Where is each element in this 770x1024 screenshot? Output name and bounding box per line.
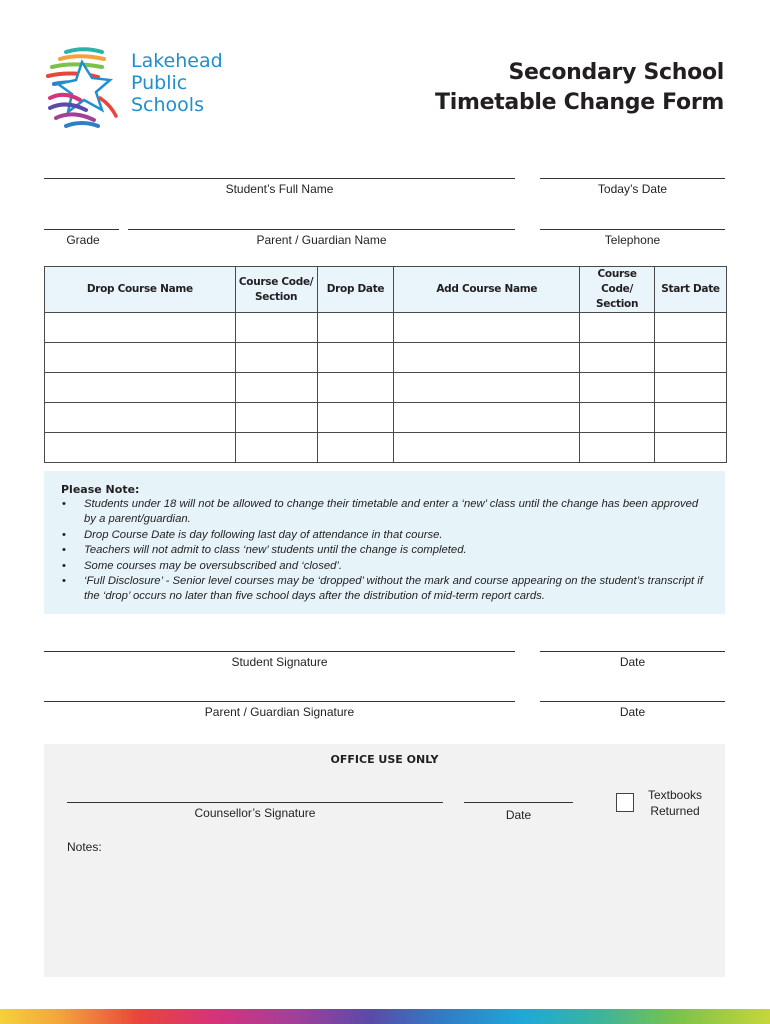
logo-line-3: Schools	[131, 94, 204, 116]
telephone-field[interactable]	[540, 229, 725, 230]
student-date-field[interactable]	[540, 651, 725, 652]
telephone-label: Telephone	[604, 233, 661, 247]
office-date-field[interactable]	[464, 802, 573, 803]
grade-field[interactable]	[44, 229, 119, 230]
parent-name-label: Parent / Guardian Name	[256, 233, 387, 247]
header-course-code-2: Course Code/ Section	[580, 267, 655, 313]
table-row	[45, 373, 727, 403]
logo-wordmark	[131, 50, 223, 116]
todays-date-label: Today’s Date	[597, 182, 668, 196]
header-add-course: Add Course Name	[394, 267, 580, 313]
drop-course-cell[interactable]	[45, 433, 236, 463]
start-date-cell[interactable]	[655, 343, 727, 373]
logo-line-2: Public	[131, 72, 188, 94]
add-course-cell[interactable]	[394, 373, 580, 403]
drop-date-cell[interactable]	[317, 343, 394, 373]
parent-signature-label: Parent / Guardian Signature	[204, 705, 355, 719]
drop-date-cell[interactable]	[317, 373, 394, 403]
star-swoosh-icon	[44, 46, 129, 132]
logo-line-1: Lakehead	[131, 50, 223, 72]
course-code-cell[interactable]	[235, 313, 317, 343]
course-change-table	[44, 266, 727, 463]
course-code-cell[interactable]	[580, 373, 655, 403]
course-code-cell[interactable]	[580, 403, 655, 433]
add-course-cell[interactable]	[394, 433, 580, 463]
school-logo	[44, 46, 223, 132]
grade-label: Grade	[66, 233, 100, 247]
note-title: Please Note:	[61, 483, 140, 496]
note-item: • Teachers will not admit to class ‘new’ students until the change is completed.	[61, 543, 709, 558]
parent-signature-field[interactable]	[44, 701, 515, 702]
header-course-code-1: Course Code/ Section	[235, 267, 317, 313]
note-list	[61, 497, 709, 605]
counsellor-signature-label: Counsellor’s Signature	[194, 806, 316, 820]
note-item: • ‘Full Disclosure’ - Senior level courses may be ‘dropped’ without the mark and course appearing on the student’s transcript if the ‘drop’ occurs no later than five school days after the distribution of mid-term report cards.	[61, 574, 709, 605]
drop-date-cell[interactable]	[317, 313, 394, 343]
header-start-date: Start Date	[655, 267, 727, 313]
course-code-cell[interactable]	[580, 313, 655, 343]
drop-course-cell[interactable]	[45, 373, 236, 403]
note-item: • Students under 18 will not be allowed to change their timetable and enter a ‘new’ class until the change has been approved by a parent/guardian.	[61, 497, 709, 528]
student-signature-label: Student Signature	[231, 655, 328, 669]
drop-date-cell[interactable]	[317, 433, 394, 463]
add-course-cell[interactable]	[394, 403, 580, 433]
form-title	[435, 58, 724, 118]
textbooks-label-line-2: Returned	[650, 804, 700, 818]
form-title-line-1: Secondary School	[508, 60, 724, 85]
form-title-line-2: Timetable Change Form	[435, 90, 724, 115]
course-code-cell[interactable]	[235, 373, 317, 403]
rainbow-footer-bar	[0, 1009, 770, 1024]
notes-label: Notes:	[67, 840, 102, 854]
counsellor-signature-field[interactable]	[67, 802, 443, 803]
header-drop-date: Drop Date	[317, 267, 394, 313]
please-note-box	[44, 471, 725, 614]
table-row	[45, 343, 727, 373]
drop-course-cell[interactable]	[45, 343, 236, 373]
parent-date-label: Date	[619, 705, 646, 719]
textbooks-label-line-1: Textbooks	[647, 788, 703, 802]
add-course-cell[interactable]	[394, 313, 580, 343]
table-row	[45, 433, 727, 463]
parent-date-field[interactable]	[540, 701, 725, 702]
office-use-title: OFFICE USE ONLY	[330, 753, 439, 766]
start-date-cell[interactable]	[655, 403, 727, 433]
student-name-label: Student’s Full Name	[225, 182, 334, 196]
office-date-label: Date	[505, 808, 532, 822]
student-date-label: Date	[619, 655, 646, 669]
drop-date-cell[interactable]	[317, 403, 394, 433]
note-item: • Drop Course Date is day following last day of attendance in that course.	[61, 528, 709, 543]
table-row	[45, 313, 727, 343]
table-row	[45, 403, 727, 433]
course-code-cell[interactable]	[235, 343, 317, 373]
start-date-cell[interactable]	[655, 433, 727, 463]
start-date-cell[interactable]	[655, 313, 727, 343]
drop-course-cell[interactable]	[45, 403, 236, 433]
add-course-cell[interactable]	[394, 343, 580, 373]
header-drop-course: Drop Course Name	[45, 267, 236, 313]
course-code-cell[interactable]	[580, 343, 655, 373]
textbooks-returned-checkbox[interactable]	[616, 793, 634, 812]
note-item: • Some courses may be oversubscribed and ‘closed’.	[61, 559, 709, 574]
start-date-cell[interactable]	[655, 373, 727, 403]
course-code-cell[interactable]	[235, 403, 317, 433]
parent-name-field[interactable]	[128, 229, 515, 230]
table-header-row	[45, 267, 727, 313]
student-name-field[interactable]	[44, 178, 515, 179]
office-use-box	[44, 744, 725, 977]
drop-course-cell[interactable]	[45, 313, 236, 343]
todays-date-field[interactable]	[540, 178, 725, 179]
student-signature-field[interactable]	[44, 651, 515, 652]
textbooks-returned-label	[640, 787, 710, 819]
course-code-cell[interactable]	[235, 433, 317, 463]
course-code-cell[interactable]	[580, 433, 655, 463]
